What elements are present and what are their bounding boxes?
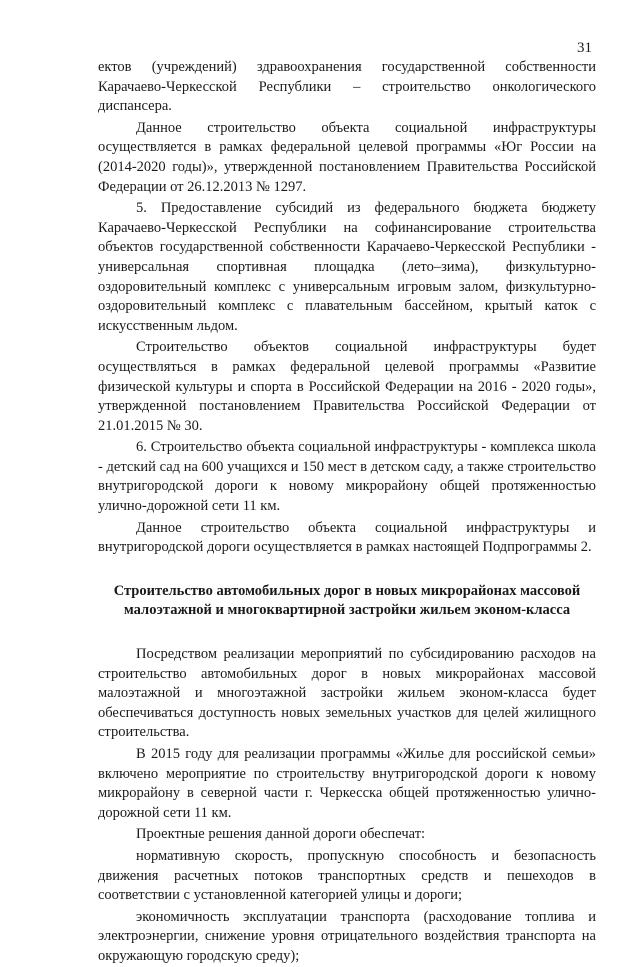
paragraph-continued: ектов (учреждений) здравоохранения государственной собственности Карачаево-Черкесской Республики – строительство онкологического диспансера.: [98, 59, 596, 115]
paragraph: Проектные решения данной дороги обеспечат:: [136, 826, 426, 843]
paragraph: Данное строительство объекта социальной инфраструктуры осуществляется в рамках федеральной целевой программы «Юг России на (2014-2020 годы)», утвержденной постановлением Правительства Российской Федерации от 26.12.2013 № 1297.: [98, 119, 596, 195]
page-number: 31: [577, 40, 592, 56]
paragraph: экономичность эксплуатации транспорта (расходование топлива и электроэнергии, снижение уровня отрицательного воздействия транспорта на окружающую городскую среду);: [98, 908, 596, 964]
paragraph: Данное строительство объекта социальной инфраструктуры и внутригородской дороги осуществляется в рамках настоящей Подпрограммы 2.: [98, 519, 596, 556]
paragraph: Строительство объектов социальной инфраструктуры будет осуществляться в рамках федеральной целевой программы «Развитие физической культуры и спорта в Российской Федерации на 2016 - 2020 годы», утвержденной постановлением Правительства Российской Федерации от 21.01.2015 № 30.: [98, 339, 596, 434]
paragraph: 5. Предоставление субсидий из федерального бюджета бюджету Карачаево-Черкесской Республики на софинансирование строительства объектов государственной собственности Карачаево-Черкесской Республики - универсальная спортивная площадка (лето–зима), физкультурно-оздоровительный комплекс с универсальным игровым залом, физкультурно-оздоровительный комплекс с плавательным бассейном, крытый каток с искусственным льдом.: [98, 200, 596, 334]
section-heading: Строительство автомобильных дорог в новых микрорайонах массовой малоэтажной и многоквартирной застройки жильем эконом-класса: [113, 582, 581, 619]
paragraph: Посредством реализации мероприятий по субсидированию расходов на строительство автомобильных дорог в новых микрорайонах массовой малоэтажной и многоэтажной застройки жильем эконом-класса будет обеспечиваться доступность новых земельных участков для целей жилищного строительства.: [98, 646, 596, 741]
paragraph: 6. Строительство объекта социальной инфраструктуры - комплекса школа - детский сад на 600 учащихся и 150 мест в детском саду, а также строительство внутригородской дороги к новому микрорайону общей протяженностью улично-дорожной сети 11 км.: [98, 439, 596, 515]
paragraph: В 2015 году для реализации программы «Жилье для российской семьи» включено мероприятие по строительству внутригородской дороги к новому микрорайону в северной части г. Черкесска общей протяженностью улично-дорожной сети 11 км.: [98, 746, 596, 821]
paragraph: нормативную скорость, пропускную способность и безопасность движения расчетных потоков транспортных средств и пешеходов в соответствии с установленной категорией улицы и дороги;: [98, 847, 596, 904]
document-body: [98, 58, 596, 967]
